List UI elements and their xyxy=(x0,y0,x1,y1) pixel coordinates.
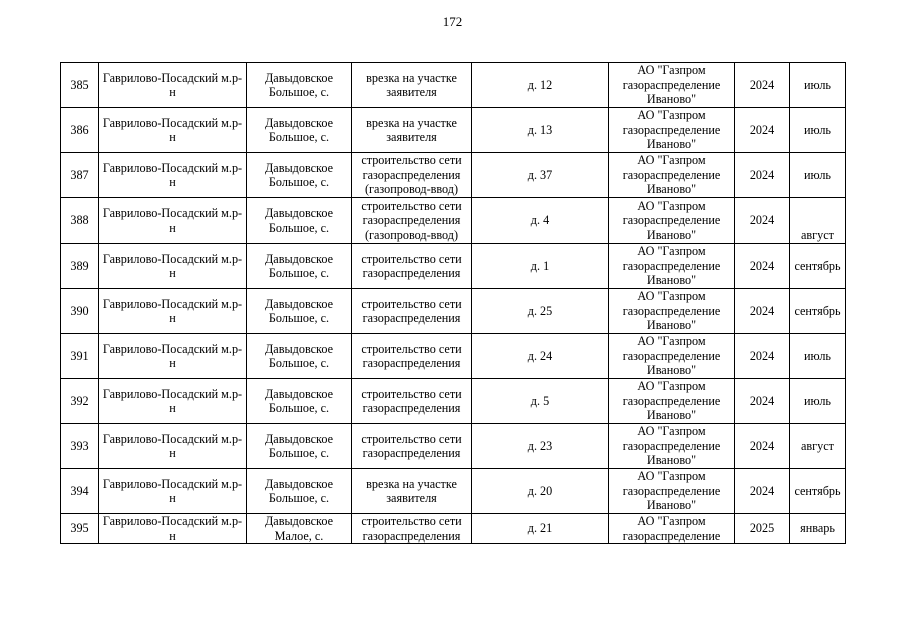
supplier-cell: АО "Газпром газораспределение Иваново" xyxy=(609,153,735,198)
locality-cell: Давыдовское Большое, с. xyxy=(247,244,352,289)
locality-cell: Давыдовское Большое, с. xyxy=(247,289,352,334)
month-cell: июль xyxy=(790,379,846,424)
work-type-cell: врезка на участке заявителя xyxy=(352,108,472,153)
month-cell: сентябрь xyxy=(790,244,846,289)
year-cell: 2024 xyxy=(735,198,790,244)
row-number: 395 xyxy=(61,514,99,544)
supplier-cell: АО "Газпром газораспределение xyxy=(609,514,735,544)
district-cell: Гаврилово-Посадский м.р-н xyxy=(99,108,247,153)
district-cell: Гаврилово-Посадский м.р-н xyxy=(99,198,247,244)
table-row xyxy=(61,153,846,198)
row-number: 385 xyxy=(61,63,99,108)
table-row xyxy=(61,244,846,289)
house-cell: д. 23 xyxy=(472,424,609,469)
gasification-table xyxy=(60,62,846,544)
row-number: 393 xyxy=(61,424,99,469)
house-cell: д. 13 xyxy=(472,108,609,153)
house-cell: д. 37 xyxy=(472,153,609,198)
work-type-cell: строительство сети газораспределения xyxy=(352,244,472,289)
house-cell: д. 12 xyxy=(472,63,609,108)
year-cell: 2024 xyxy=(735,469,790,514)
work-type-cell: врезка на участке заявителя xyxy=(352,63,472,108)
work-type-cell: строительство сети газораспределения xyxy=(352,334,472,379)
locality-cell: Давыдовское Большое, с. xyxy=(247,198,352,244)
district-cell: Гаврилово-Посадский м.р-н xyxy=(99,334,247,379)
row-number: 391 xyxy=(61,334,99,379)
house-cell: д. 25 xyxy=(472,289,609,334)
district-cell: Гаврилово-Посадский м.р-н xyxy=(99,379,247,424)
month-cell: июль xyxy=(790,334,846,379)
work-type-cell: строительство сети газораспределения (газопровод-ввод) xyxy=(352,153,472,198)
supplier-cell: АО "Газпром газораспределение Иваново" xyxy=(609,379,735,424)
work-type-cell: строительство сети газораспределения xyxy=(352,379,472,424)
month-cell: сентябрь xyxy=(790,469,846,514)
table-row xyxy=(61,379,846,424)
row-number: 386 xyxy=(61,108,99,153)
table-row xyxy=(61,198,846,244)
supplier-cell: АО "Газпром газораспределение Иваново" xyxy=(609,63,735,108)
month-cell: август xyxy=(790,198,846,244)
year-cell: 2024 xyxy=(735,334,790,379)
month-cell: январь xyxy=(790,514,846,544)
supplier-cell: АО "Газпром газораспределение Иваново" xyxy=(609,424,735,469)
district-cell: Гаврилово-Посадский м.р-н xyxy=(99,424,247,469)
supplier-cell: АО "Газпром газораспределение Иваново" xyxy=(609,198,735,244)
work-type-cell: строительство сети газораспределения (газопровод-ввод) xyxy=(352,198,472,244)
row-number: 394 xyxy=(61,469,99,514)
row-number: 387 xyxy=(61,153,99,198)
supplier-cell: АО "Газпром газораспределение Иваново" xyxy=(609,244,735,289)
row-number: 388 xyxy=(61,198,99,244)
district-cell: Гаврилово-Посадский м.р-н xyxy=(99,63,247,108)
locality-cell: Давыдовское Большое, с. xyxy=(247,153,352,198)
table-row xyxy=(61,108,846,153)
locality-cell: Давыдовское Большое, с. xyxy=(247,379,352,424)
year-cell: 2024 xyxy=(735,108,790,153)
district-cell: Гаврилово-Посадский м.р-н xyxy=(99,153,247,198)
supplier-cell: АО "Газпром газораспределение Иваново" xyxy=(609,289,735,334)
supplier-cell: АО "Газпром газораспределение Иваново" xyxy=(609,469,735,514)
locality-cell: Давыдовское Большое, с. xyxy=(247,63,352,108)
locality-cell: Давыдовское Большое, с. xyxy=(247,424,352,469)
year-cell: 2024 xyxy=(735,289,790,334)
table-row xyxy=(61,334,846,379)
house-cell: д. 4 xyxy=(472,198,609,244)
locality-cell: Давыдовское Большое, с. xyxy=(247,108,352,153)
house-cell: д. 5 xyxy=(472,379,609,424)
supplier-cell: АО "Газпром газораспределение Иваново" xyxy=(609,108,735,153)
table-row xyxy=(61,424,846,469)
month-cell: июль xyxy=(790,63,846,108)
house-cell: д. 1 xyxy=(472,244,609,289)
row-number: 392 xyxy=(61,379,99,424)
year-cell: 2025 xyxy=(735,514,790,544)
work-type-cell: врезка на участке заявителя xyxy=(352,469,472,514)
house-cell: д. 20 xyxy=(472,469,609,514)
house-cell: д. 24 xyxy=(472,334,609,379)
locality-cell: Давыдовское Большое, с. xyxy=(247,469,352,514)
locality-cell: Давыдовское Большое, с. xyxy=(247,334,352,379)
district-cell: Гаврилово-Посадский м.р-н xyxy=(99,469,247,514)
year-cell: 2024 xyxy=(735,424,790,469)
row-number: 389 xyxy=(61,244,99,289)
work-type-cell: строительство сети газораспределения xyxy=(352,289,472,334)
district-cell: Гаврилово-Посадский м.р-н xyxy=(99,289,247,334)
work-type-cell: строительство сети газораспределения xyxy=(352,514,472,544)
year-cell: 2024 xyxy=(735,379,790,424)
supplier-cell: АО "Газпром газораспределение Иваново" xyxy=(609,334,735,379)
row-number: 390 xyxy=(61,289,99,334)
page-number: 172 xyxy=(442,14,463,29)
district-cell: Гаврилово-Посадский м.р-н xyxy=(99,244,247,289)
table-row xyxy=(61,63,846,108)
table-row xyxy=(61,289,846,334)
year-cell: 2024 xyxy=(735,63,790,108)
month-cell: август xyxy=(790,424,846,469)
house-cell: д. 21 xyxy=(472,514,609,544)
table-row xyxy=(61,469,846,514)
table-body xyxy=(61,63,846,544)
month-cell: сентябрь xyxy=(790,289,846,334)
table-row xyxy=(61,514,846,544)
year-cell: 2024 xyxy=(735,153,790,198)
locality-cell: Давыдовское Малое, с. xyxy=(247,514,352,544)
year-cell: 2024 xyxy=(735,244,790,289)
month-cell: июль xyxy=(790,108,846,153)
work-type-cell: строительство сети газораспределения xyxy=(352,424,472,469)
month-cell: июль xyxy=(790,153,846,198)
district-cell: Гаврилово-Посадский м.р-н xyxy=(99,514,247,544)
